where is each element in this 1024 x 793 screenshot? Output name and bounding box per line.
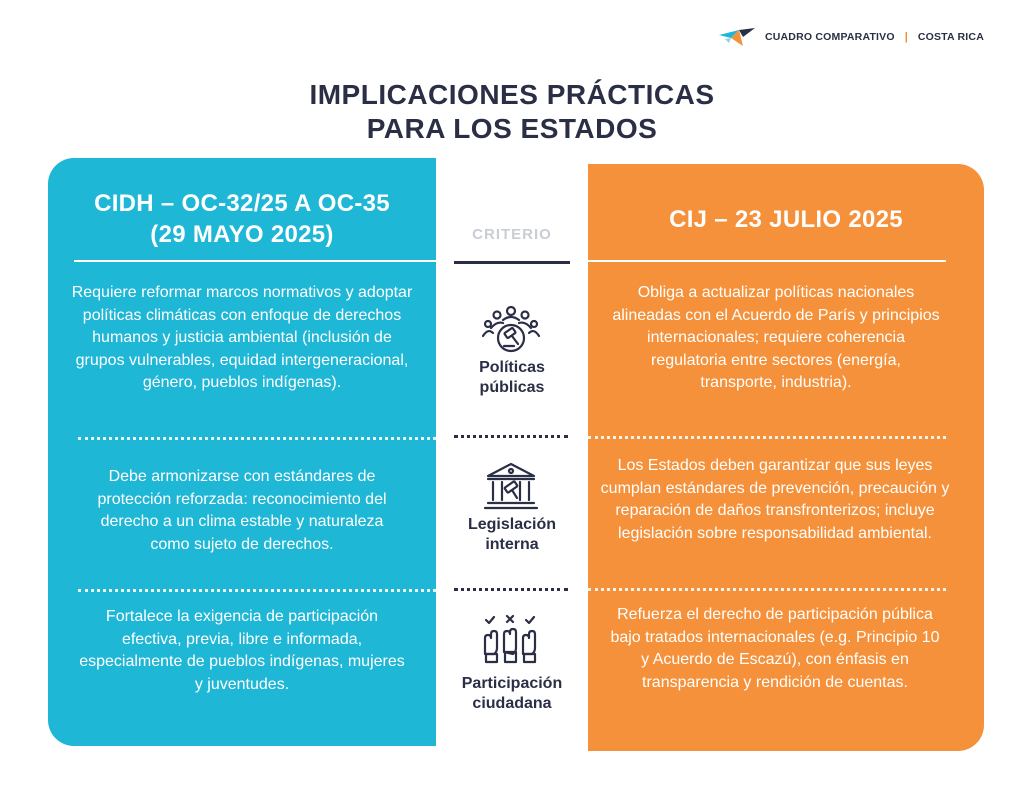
cij-row-divider-2	[588, 588, 946, 591]
cidh-heading-line-2: (29 MAYO 2025)	[150, 221, 334, 248]
cij-row-legislacion: Los Estados deben garantizar que sus leyes cumplan estándares de prevención, precaución y reparación de daños transfronterizos; incluye legislación sobre responsabilidad ambiental.	[600, 457, 950, 542]
cidh-heading-line-1: CIDH – OC-32/25 A OC-35	[94, 190, 390, 217]
cij-heading-divider	[588, 260, 946, 262]
cidh-heading	[48, 188, 436, 250]
people-gavel-icon	[480, 302, 542, 356]
cidh-row-divider-2	[78, 589, 436, 592]
cidh-row-legislacion: Debe armonizarse con estándares de protección reforzada: reconocimiento del derecho a un clima estable y naturaleza como sujeto de derechos.	[97, 468, 387, 553]
page-title-line-2: PARA LOS ESTADOS	[366, 113, 658, 144]
brand-country: COSTA RICA	[917, 31, 984, 43]
cij-row-divider-1	[588, 436, 946, 439]
criterio-heading: CRITERIO	[472, 226, 552, 243]
cidh-row-divider-1	[78, 437, 436, 440]
criterio-legislacion-line-1: Legislación	[467, 516, 557, 533]
criterio-politicas-line-1: Políticas	[479, 359, 545, 376]
brand-logo-icon	[717, 26, 757, 48]
criterio-politicas-line-2: públicas	[479, 379, 545, 396]
brand-name: CUADRO COMPARATIVO	[764, 31, 895, 43]
cidh-row-participacion: Fortalece la exigencia de participación efectiva, previa, libre e informada, especialmente de pueblos indígenas, mujeres y juventudes.	[79, 608, 405, 693]
cij-column	[588, 164, 984, 751]
brand-header	[717, 26, 984, 48]
raised-hands-vote-icon	[480, 614, 542, 668]
page-title	[0, 78, 1024, 146]
criterio-divider-2	[454, 588, 568, 591]
criterio-heading-divider	[454, 261, 570, 264]
criterio-politicas-publicas	[436, 358, 588, 398]
cij-row-participacion: Refuerza el derecho de participación pública bajo tratados internacionales (e.g. Principio 10 y Acuerdo de Escazú), con énfasis en transparencia y rendición de cuentas.	[610, 606, 940, 691]
criterio-participacion-ciudadana	[436, 674, 588, 714]
criterio-participacion-line-2: ciudadana	[472, 695, 552, 712]
cidh-row-politicas: Requiere reformar marcos normativos y adoptar políticas climáticas con enfoque de derechos humanos y justicia ambiental (inclusión de grupos vulnerables, equidad intergeneracional, género, pueblos indígenas).	[71, 284, 413, 391]
cij-heading: CIJ – 23 JULIO 2025	[669, 206, 903, 233]
page-title-line-1: IMPLICACIONES PRÁCTICAS	[309, 79, 715, 110]
criterio-legislacion-interna	[436, 515, 588, 555]
criterio-legislacion-line-2: interna	[485, 536, 539, 553]
brand-separator: |	[904, 31, 908, 43]
criterio-participacion-line-1: Participación	[461, 675, 563, 692]
cidh-heading-divider	[74, 260, 436, 262]
courthouse-gavel-icon	[480, 460, 542, 514]
criterio-divider-1	[454, 435, 568, 438]
cidh-column	[48, 158, 436, 746]
cij-row-politicas: Obliga a actualizar políticas nacionales alineadas con el Acuerdo de París y principios internacionales; requiere coherencia regulatoria entre sectores (energía, transporte, industria).	[612, 284, 940, 391]
